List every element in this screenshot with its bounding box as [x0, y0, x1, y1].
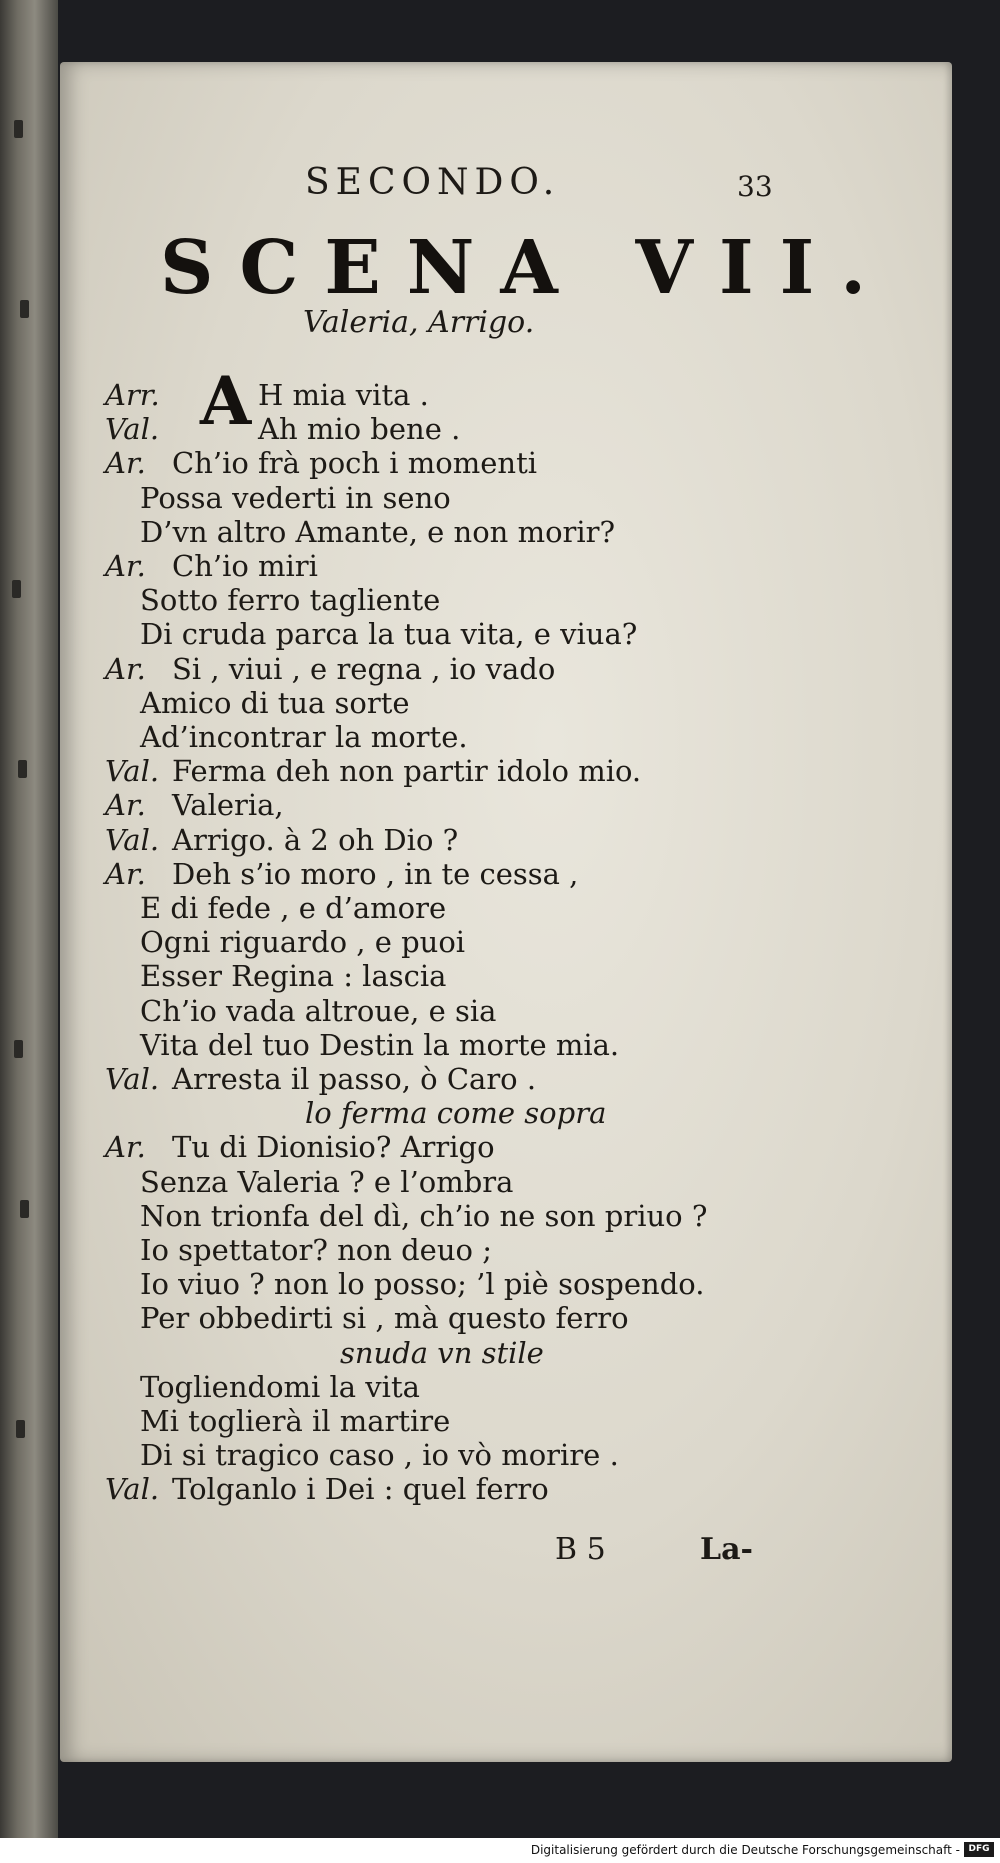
speech-text: Arresta il passo, ò Caro . [172, 1062, 537, 1096]
speech-text: Possa vederti in seno [140, 480, 451, 515]
spine-mark [20, 300, 29, 318]
dialogue-line [0, 1028, 940, 1062]
speech-text: Di cruda parca la tua vita, e viua? [140, 617, 638, 652]
speech-text: Mi toglierà il martire [140, 1404, 451, 1438]
dialogue-line [0, 1404, 940, 1438]
speaker-label: Ar. [105, 549, 146, 583]
dialogue-line [0, 617, 940, 651]
dialogue-line [0, 891, 940, 925]
stage-direction [0, 1336, 940, 1370]
running-head: SECONDO. [305, 162, 561, 203]
speech-text: Tolganlo i Dei : quel ferro [172, 1472, 549, 1507]
speech-text: Senza Valeria ? e l’ombra [140, 1164, 514, 1199]
speech-text: Si , viui , e regna , io vado [172, 651, 556, 686]
dialogue-line [0, 754, 940, 788]
dialogue-line [0, 446, 940, 480]
dialogue-line [0, 1267, 940, 1301]
dialogue-line [0, 1370, 940, 1404]
speech-text: Sotto ferro tagliente [140, 583, 441, 618]
speech-text: Io spettator? non deuo ; [140, 1233, 492, 1267]
dialogue-line [0, 1165, 940, 1199]
dialogue-line [0, 1472, 940, 1506]
dialogue-line [0, 1438, 940, 1472]
speaker-label: Ar. [105, 788, 146, 823]
scene-characters: Valeria, Arrigo. [303, 305, 535, 340]
catchword: La- [700, 1532, 753, 1567]
dialogue-line [0, 412, 940, 446]
dialogue-line [0, 1130, 940, 1164]
speaker-label: Val. [105, 822, 160, 857]
dialogue-line [0, 720, 940, 754]
speech-text: Deh s’io moro , in te cessa , [172, 856, 579, 891]
speech-text: E di fede , e d’amore [140, 891, 447, 925]
speech-text: Di si tragico caso , io vò morire . [140, 1438, 619, 1473]
speech-text: Amico di tua sorte [140, 685, 410, 720]
speech-text: Ch’io miri [172, 549, 318, 583]
dialogue-line [0, 549, 940, 583]
dfg-logo: DFG [964, 1842, 994, 1857]
speech-text: Valeria, [172, 788, 284, 823]
speech-text: Ad’incontrar la morte. [140, 720, 468, 754]
speech-text: Esser Regina : lascia [140, 959, 447, 994]
drop-cap: A [200, 362, 252, 440]
speech-text: Ch’io vada altroue, e sia [140, 993, 497, 1028]
speaker-label: Ar. [105, 1130, 146, 1165]
stage-direction-text: snuda vn stile [340, 1335, 544, 1370]
dialogue-line [0, 1199, 940, 1233]
dialogue-line [0, 1301, 940, 1335]
scene-title: SCENA VII. [160, 225, 892, 311]
dialogue-line [0, 481, 940, 515]
dialogue-line [0, 925, 940, 959]
speaker-label: Ar. [105, 446, 146, 481]
page-number: 33 [737, 170, 773, 203]
dialogue-line [0, 823, 940, 857]
catchword-signature: B 5 [555, 1532, 606, 1567]
footer-bar [0, 1838, 1000, 1863]
speech-text: Per obbedirti si , mà questo ferro [140, 1301, 629, 1336]
stage-direction [0, 1096, 940, 1130]
speaker-label: Arr. [105, 378, 160, 412]
speech-text: Vita del tuo Destin la morte mia. [140, 1027, 620, 1062]
speech-text: D’vn altro Amante, e non morir? [140, 514, 616, 549]
dialogue-line [0, 788, 940, 822]
dialogue-line [0, 583, 940, 617]
speech-text: Non trionfa del dì, ch’io ne son priuo ? [140, 1198, 708, 1233]
dialogue-line [0, 652, 940, 686]
speech-text: Arrigo. à 2 oh Dio ? [172, 822, 459, 857]
dialogue-line [0, 1062, 940, 1096]
speech-text: Io viuo ? non lo posso; ’l piè sospendo. [140, 1267, 705, 1302]
speaker-label: Ar. [105, 651, 146, 686]
dialogue-line [0, 378, 940, 412]
dialogue-line [0, 686, 940, 720]
dialogue-line [0, 1233, 940, 1267]
speech-text: Tu di Dionisio? Arrigo [172, 1130, 495, 1165]
speech-text: Togliendomi la vita [140, 1369, 420, 1404]
speaker-label: Val. [105, 1472, 160, 1507]
dialogue-line [0, 857, 940, 891]
speech-text: H mia vita . [258, 378, 429, 412]
dialogue-line [0, 959, 940, 993]
speech-text: Ferma deh non partir idolo mio. [172, 754, 642, 789]
speaker-label: Val. [105, 1062, 160, 1096]
speaker-label: Val. [105, 754, 160, 789]
stage-direction-text: lo ferma come sopra [305, 1096, 607, 1131]
speech-text: Ogni riguardo , e puoi [140, 925, 466, 960]
footer-credit: Digitalisierung gefördert durch die Deutsche Forschungsgemeinschaft - [530, 1843, 960, 1857]
spine-mark [14, 120, 23, 138]
speech-text: Ah mio bene . [258, 412, 461, 447]
speaker-label: Ar. [105, 856, 146, 891]
dialogue-line [0, 994, 940, 1028]
dialogue-line [0, 515, 940, 549]
speaker-label: Val. [105, 412, 160, 447]
speech-text: Ch’io frà poch i momenti [172, 446, 538, 481]
